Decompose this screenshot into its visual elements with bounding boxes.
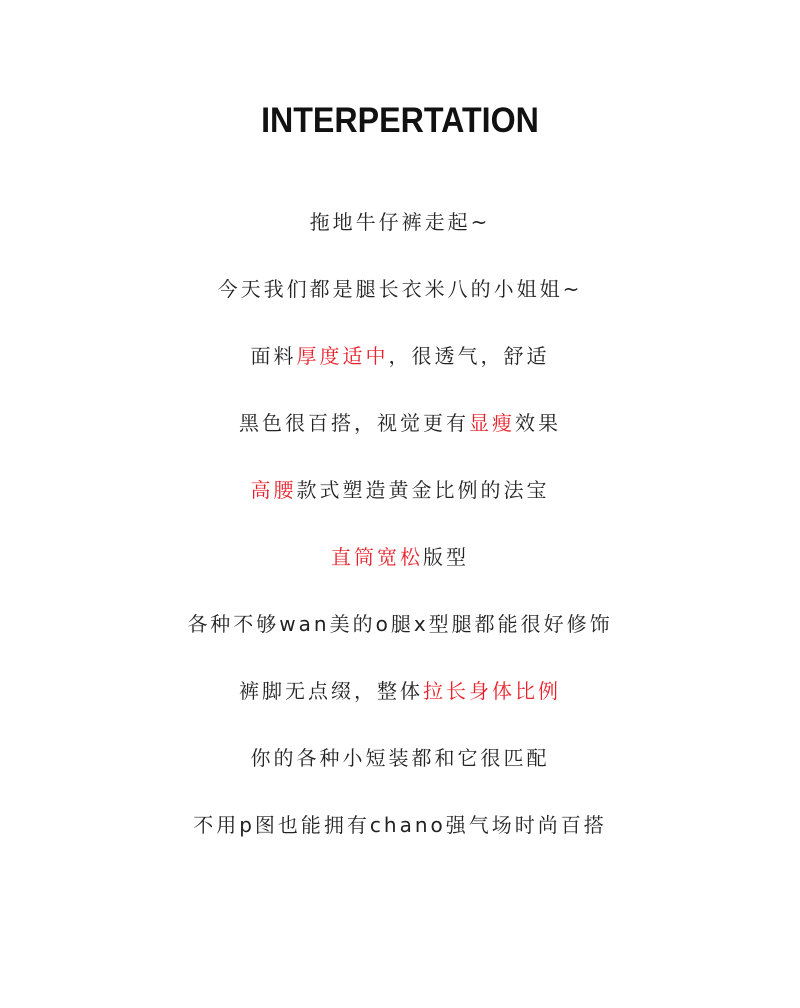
line-text: 效果 — [515, 411, 561, 435]
line-text: 裤脚无点缀，整体 — [239, 679, 423, 703]
highlight-text: 拉长身体比例 — [423, 679, 561, 703]
description-line — [0, 535, 800, 602]
description-line — [0, 200, 800, 267]
description-lines — [0, 200, 800, 870]
highlight-text: 显瘦 — [469, 411, 515, 435]
line-text: 各种不够wan美的o腿x型腿都能很好修饰 — [187, 612, 613, 636]
line-text: 不用p图也能拥有chano强气场时尚百搭 — [193, 813, 607, 837]
line-text: 今天我们都是腿长衣米八的小姐姐~ — [217, 277, 583, 301]
line-text: 拖地牛仔裤走起~ — [309, 210, 491, 234]
line-text: 款式塑造黄金比例的法宝 — [296, 478, 550, 502]
line-text: ，很透气，舒适 — [388, 344, 550, 368]
description-line — [0, 669, 800, 736]
highlight-text: 直筒宽松 — [331, 545, 423, 569]
highlight-text: 厚度适中 — [296, 344, 389, 368]
line-text: 你的各种小短装都和它很匹配 — [250, 746, 550, 770]
highlight-text: 高腰 — [250, 478, 297, 502]
description-line — [0, 736, 800, 803]
description-line — [0, 602, 800, 669]
description-line — [0, 401, 800, 468]
description-line — [0, 468, 800, 535]
line-text: 版型 — [423, 545, 469, 569]
description-line — [0, 803, 800, 870]
page-title: INTERPERTATION — [261, 101, 539, 140]
line-text: 面料 — [250, 344, 297, 368]
line-text: 黑色很百搭，视觉更有 — [239, 411, 469, 435]
description-line — [0, 267, 800, 334]
description-line — [0, 334, 800, 401]
